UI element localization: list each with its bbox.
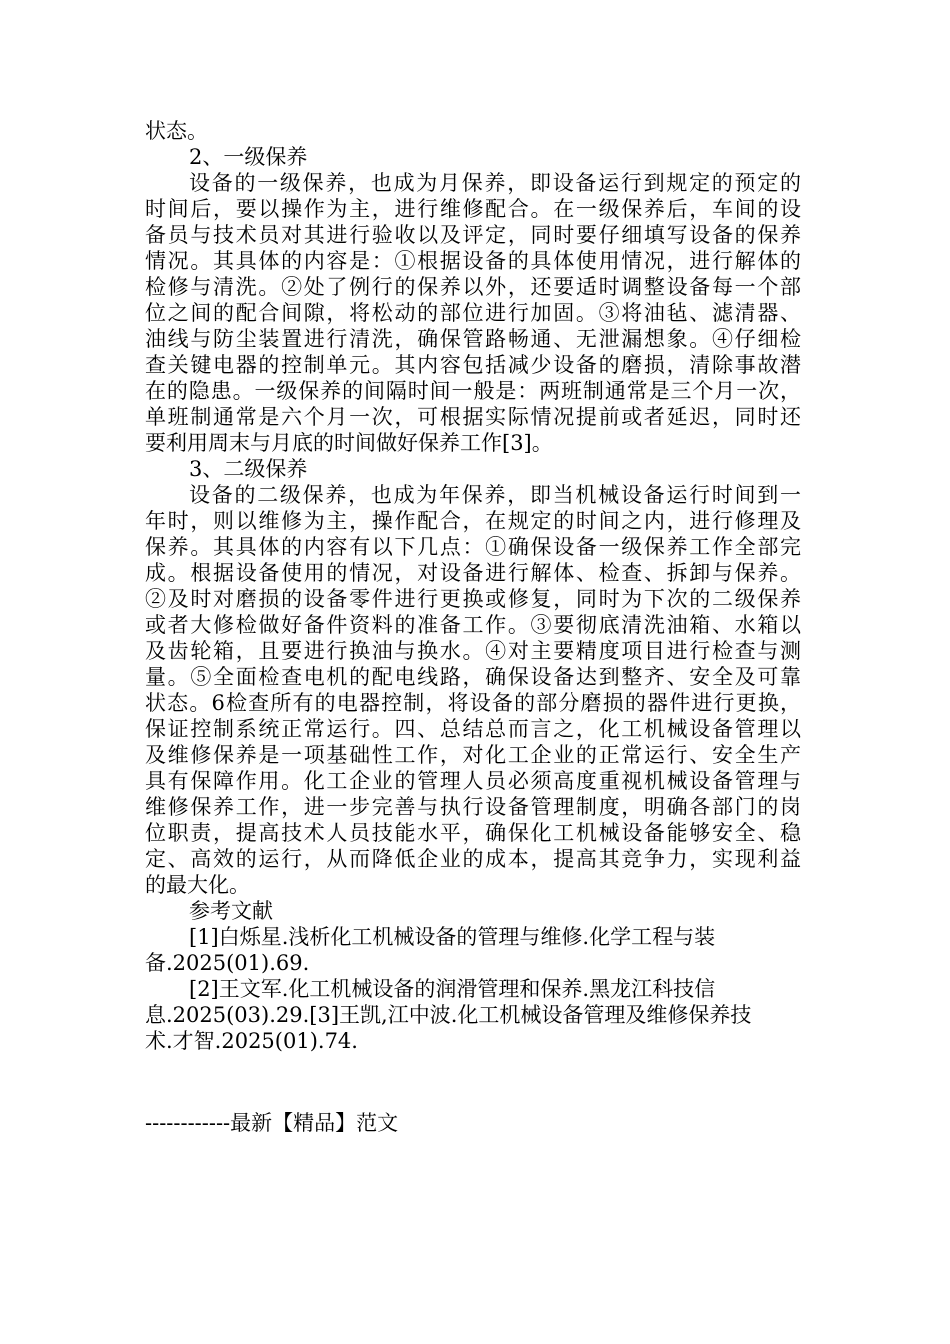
text-line: 保养。其具体的内容有以下几点：①确保设备一级保养工作全部完 xyxy=(145,535,801,559)
spacer xyxy=(145,1054,801,1110)
paragraph xyxy=(145,456,801,482)
text-line: 及维修保养是一项基础性工作，对化工企业的正常运行、安全生产 xyxy=(145,743,801,767)
text-line: 状态。 xyxy=(145,119,208,143)
text-line: 成。根据设备使用的情况，对设备进行解体、检查、拆卸与保养。 xyxy=(145,561,801,585)
text-line: 年时，则以维修为主，操作配合，在规定的时间之内，进行修理及 xyxy=(145,509,801,533)
text-line: 3、二级保养 xyxy=(189,457,308,481)
text-line: 备员与技术员对其进行验收以及评定，同时要仔细填写设备的保养 xyxy=(145,223,801,247)
document-page xyxy=(145,118,801,1136)
document-body xyxy=(145,118,801,1054)
text-line: 时间后，要以操作为主，进行维修配合。在一级保养后，车间的设 xyxy=(145,197,801,221)
paragraph xyxy=(145,144,801,170)
paragraph xyxy=(145,924,801,976)
text-line: 的最大化。 xyxy=(145,873,250,897)
text-line: 术.才智.2025(01).74. xyxy=(145,1029,358,1053)
paragraph xyxy=(145,976,801,1054)
text-line: 设备的二级保养，也成为年保养，即当机械设备运行时间到一 xyxy=(189,483,801,507)
text-line: 油线与防尘装置进行清洗，确保管路畅通、无泄漏想象。④仔细检 xyxy=(145,327,801,351)
text-line: 单班制通常是六个月一次，可根据实际情况提前或者延迟，同时还 xyxy=(145,405,801,429)
text-line: [1]白烁星.浅析化工机械设备的管理与维修.化学工程与装 xyxy=(189,925,716,949)
text-line: 位之间的配合间隙，将松动的部位进行加固。③将油毡、滤清器、 xyxy=(145,301,801,325)
text-line: 备.2025(01).69. xyxy=(145,951,310,975)
text-line: 保证控制系统正常运行。四、总结总而言之，化工机械设备管理以 xyxy=(145,717,801,741)
text-line: ②及时对磨损的设备零件进行更换或修复，同时为下次的二级保养 xyxy=(145,587,801,611)
text-line: 量。⑤全面检查电机的配电线路，确保设备达到整齐、安全及可靠 xyxy=(145,665,801,689)
text-line: 维修保养工作，进一步完善与执行设备管理制度，明确各部门的岗 xyxy=(145,795,801,819)
text-line: 参考文献 xyxy=(189,899,273,923)
footer-text: ------------最新【精品】范文 xyxy=(145,1111,399,1135)
text-line: 定、高效的运行，从而降低企业的成本，提高其竞争力，实现利益 xyxy=(145,847,801,871)
text-line: 位职责，提高技术人员技能水平，确保化工机械设备能够安全、稳 xyxy=(145,821,801,845)
paragraph xyxy=(145,170,801,456)
text-line: 或者大修检做好备件资料的准备工作。③要彻底清洗油箱、水箱以 xyxy=(145,613,801,637)
paragraph xyxy=(145,118,801,144)
text-line: 及齿轮箱，且要进行换油与换水。④对主要精度项目进行检查与测 xyxy=(145,639,801,663)
paragraph xyxy=(145,898,801,924)
text-line: 要利用周末与月底的时间做好保养工作[3]。 xyxy=(145,431,553,455)
text-line: 检修与清洗。②处了例行的保养以外，还要适时调整设备每一个部 xyxy=(145,275,801,299)
text-line: [2]王文军.化工机械设备的润滑管理和保养.黑龙江科技信 xyxy=(189,977,716,1001)
text-line: 状态。6检查所有的电器控制，将设备的部分磨损的器件进行更换， xyxy=(145,691,801,715)
text-line: 在的隐患。一级保养的间隔时间一般是：两班制通常是三个月一次， xyxy=(145,379,801,403)
text-line: 查关键电器的控制单元。其内容包括减少设备的磨损，清除事故潜 xyxy=(145,353,801,377)
text-line: 具有保障作用。化工企业的管理人员必须高度重视机械设备管理与 xyxy=(145,769,801,793)
paragraph xyxy=(145,482,801,898)
text-line: 息.2025(03).29.[3]王凯,江中波.化工机械设备管理及维修保养技 xyxy=(145,1003,752,1027)
text-line: 情况。其具体的内容是：①根据设备的具体使用情况，进行解体的 xyxy=(145,249,801,273)
text-line: 设备的一级保养，也成为月保养，即设备运行到规定的预定的 xyxy=(189,171,801,195)
text-line: 2、一级保养 xyxy=(189,145,308,169)
